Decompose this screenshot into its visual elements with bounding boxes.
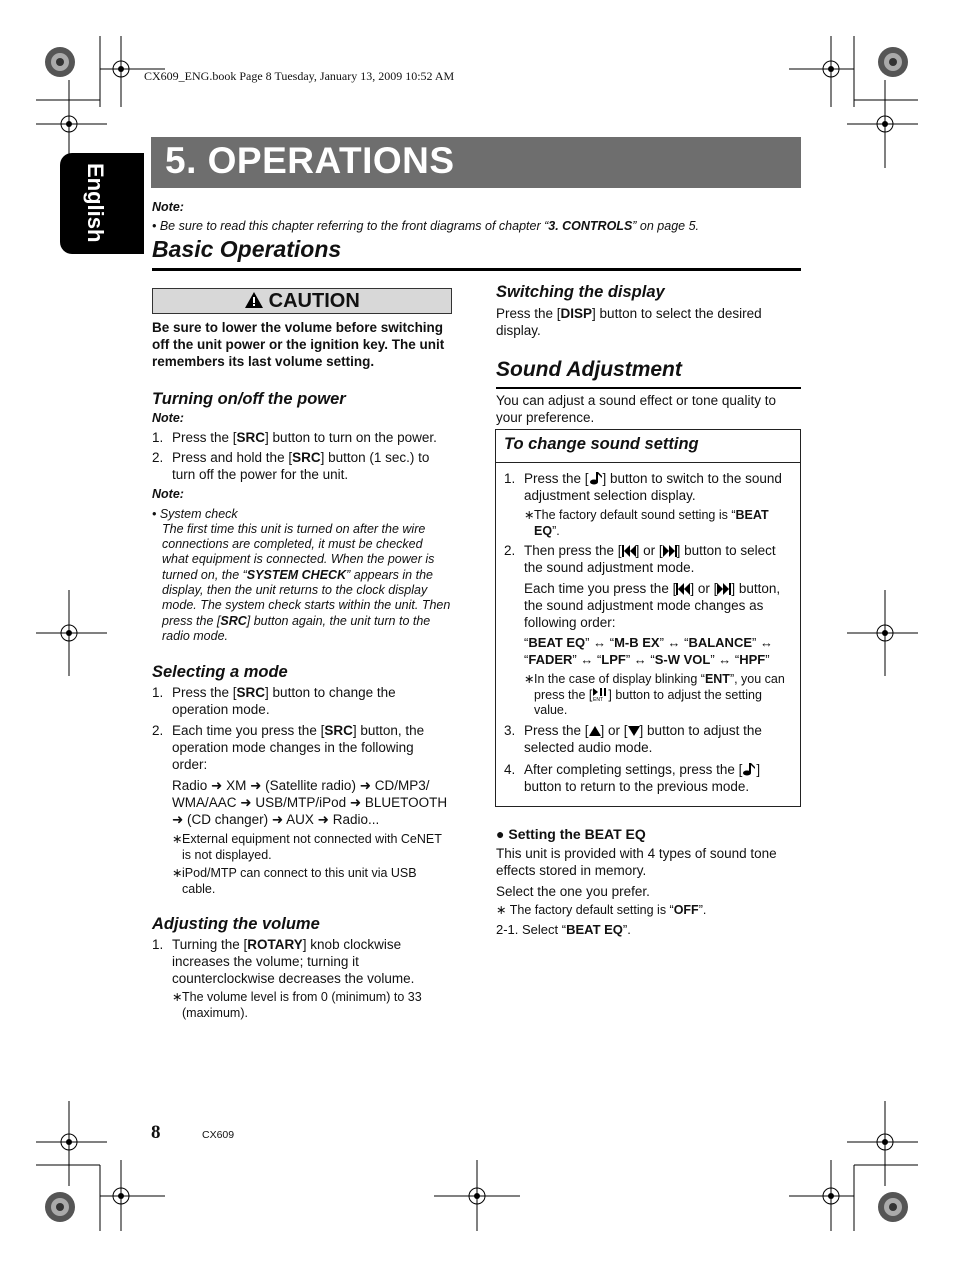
sound-step-2-more: Each time you press the [ ] or [ ] button, the sound adjustment mode changes as following order: <box>524 581 781 630</box>
system-check-text: The first time this unit is turned on after the wire connections are completed, it must be checked what equipment is connected. When the power is turned on, the “SYSTEM CHECK” appears in the display, then the unit returns to the clock display mode. The system check starts within the unit. Then press the [SRC] button again, the unit turn to the radio mode. <box>162 521 451 643</box>
page-number: 8 <box>151 1122 161 1143</box>
mode-step-1: 1. Press the [SRC] button to change the operation mode. <box>152 685 396 718</box>
model-number: CX609 <box>202 1129 235 1141</box>
section-rule <box>152 268 801 271</box>
prev-track-icon <box>676 583 690 595</box>
caution-text: Be sure to lower the volume before switching off the unit power or the ignition key. The unit remembers its last volume setting. <box>152 320 445 369</box>
system-check-title: • System check <box>152 506 238 521</box>
sound-step-1-footnote: ∗ The factory default sound setting is “BEAT EQ”. <box>524 508 769 538</box>
beat-eq-text: This unit is provided with 4 types of sound tone effects stored in memory. <box>496 846 777 878</box>
mode-footnote-2: ∗ iPod/MTP can connect to this unit via USB cable. <box>172 866 417 896</box>
book-header: CX609_ENG.book Page 8 Tuesday, January 13, 2009 10:52 AM <box>144 69 455 83</box>
sound-step-4: 4. After completing settings, press the [ ] button to return to the previous mode. <box>504 761 761 794</box>
sound-intro: You can adjust a sound effect or tone quality to your preference. <box>496 393 776 425</box>
volume-footnote: ∗ The volume level is from 0 (minimum) to 33 (maximum). <box>172 990 422 1020</box>
next-track-icon <box>717 583 731 595</box>
section-basic-operations: Basic Operations <box>152 236 342 262</box>
power-step-2: 2. Press and hold the [SRC] button (1 sec.) to turn off the power for the unit. <box>152 450 430 483</box>
chapter-title: 5. OPERATIONS <box>165 140 455 181</box>
display-text: Press the [DISP] button to select the desired display. <box>496 306 762 338</box>
caution-label: CAUTION <box>268 290 360 312</box>
intro-note-label: Note: <box>152 200 184 214</box>
power-note-label: Note: <box>152 411 184 425</box>
volume-step-1: 1. Turning the [ROTARY] knob clockwise increases the volume; turning it counterclockwise decreases the volume. <box>152 937 415 987</box>
beat-eq-section <box>496 826 801 938</box>
play-pause-ent-icon <box>592 688 608 701</box>
mode-step-2: 2. Each time you press the [SRC] button, the operation mode changes in the following order: <box>152 723 425 773</box>
right-column-top <box>496 284 801 339</box>
sound-step-1: 1. Press the [ ] button to switch to the sound adjustment selection display. <box>504 471 782 503</box>
sound-setting-box <box>495 429 801 807</box>
intro-note-text: • Be sure to read this chapter referring to the front diagrams of chapter “3. CONTROLS” on page 5. <box>152 219 700 233</box>
sound-rule <box>496 387 801 389</box>
mode-sequence: Radio ➜ XM ➜ (Satellite radio) ➜ CD/MP3/ WMA/AAC ➜ USB/MTP/iPod ➜ BLUETOOTH ➜ (CD changer) ➜ AUX ➜ Radio... <box>172 778 448 828</box>
power-note2-label: Note: <box>152 487 184 502</box>
display-heading: Switching the display <box>496 283 665 301</box>
sound-box-title: To change sound setting <box>496 430 800 463</box>
power-heading: Turning on/off the power <box>152 390 346 408</box>
left-column <box>152 319 452 1021</box>
up-arrow-icon <box>589 725 601 737</box>
mode-footnote-1: ∗ External equipment not connected with CeNET is not displayed. <box>172 832 442 862</box>
chapter-banner <box>151 137 801 188</box>
note-icon <box>742 762 756 776</box>
caution-banner <box>152 288 452 314</box>
beat-eq-heading: ● Setting the BEAT EQ <box>496 826 646 842</box>
sound-steps <box>496 463 800 795</box>
sound-heading: Sound Adjustment <box>496 358 682 381</box>
beat-eq-text-2: Select the one you prefer. <box>496 884 650 899</box>
sound-step-3: 3. Press the [ ] or [ ] button to adjust the selected audio mode. <box>504 722 762 755</box>
warning-icon <box>244 291 264 309</box>
intro-note <box>152 198 802 236</box>
sound-mode-order: “BEAT EQ” ↔ “M-B EX” ↔ “BALANCE” ↔ “FADER” ↔ “LPF” ↔ “S-W VOL” ↔ “HPF” <box>524 635 773 667</box>
language-tab-label: English <box>83 163 108 243</box>
note-icon <box>589 471 603 485</box>
mode-heading: Selecting a mode <box>152 663 288 682</box>
sound-step-2: 2. Then press the [ ] or [ ] button to select the sound adjustment mode. <box>504 543 776 575</box>
svg-text:ENT: ENT <box>593 696 604 701</box>
prev-track-icon <box>622 545 636 557</box>
beat-eq-step: 2-1. Select “BEAT EQ”. <box>496 921 631 937</box>
language-tab <box>60 153 144 254</box>
sound-step-2-footnote: ∗ In the case of display blinking “ENT”, you can press the [ ENT ] button to adjust the setting value. <box>524 672 785 717</box>
beat-eq-footnote: ∗ The factory default setting is “OFF”. <box>496 903 707 917</box>
volume-heading: Adjusting the volume <box>152 915 320 934</box>
power-step-1: 1. Press the [SRC] button to turn on the power. <box>152 430 437 446</box>
bullet-icon: ● <box>496 826 505 842</box>
next-track-icon <box>663 545 677 557</box>
down-arrow-icon <box>628 725 640 737</box>
